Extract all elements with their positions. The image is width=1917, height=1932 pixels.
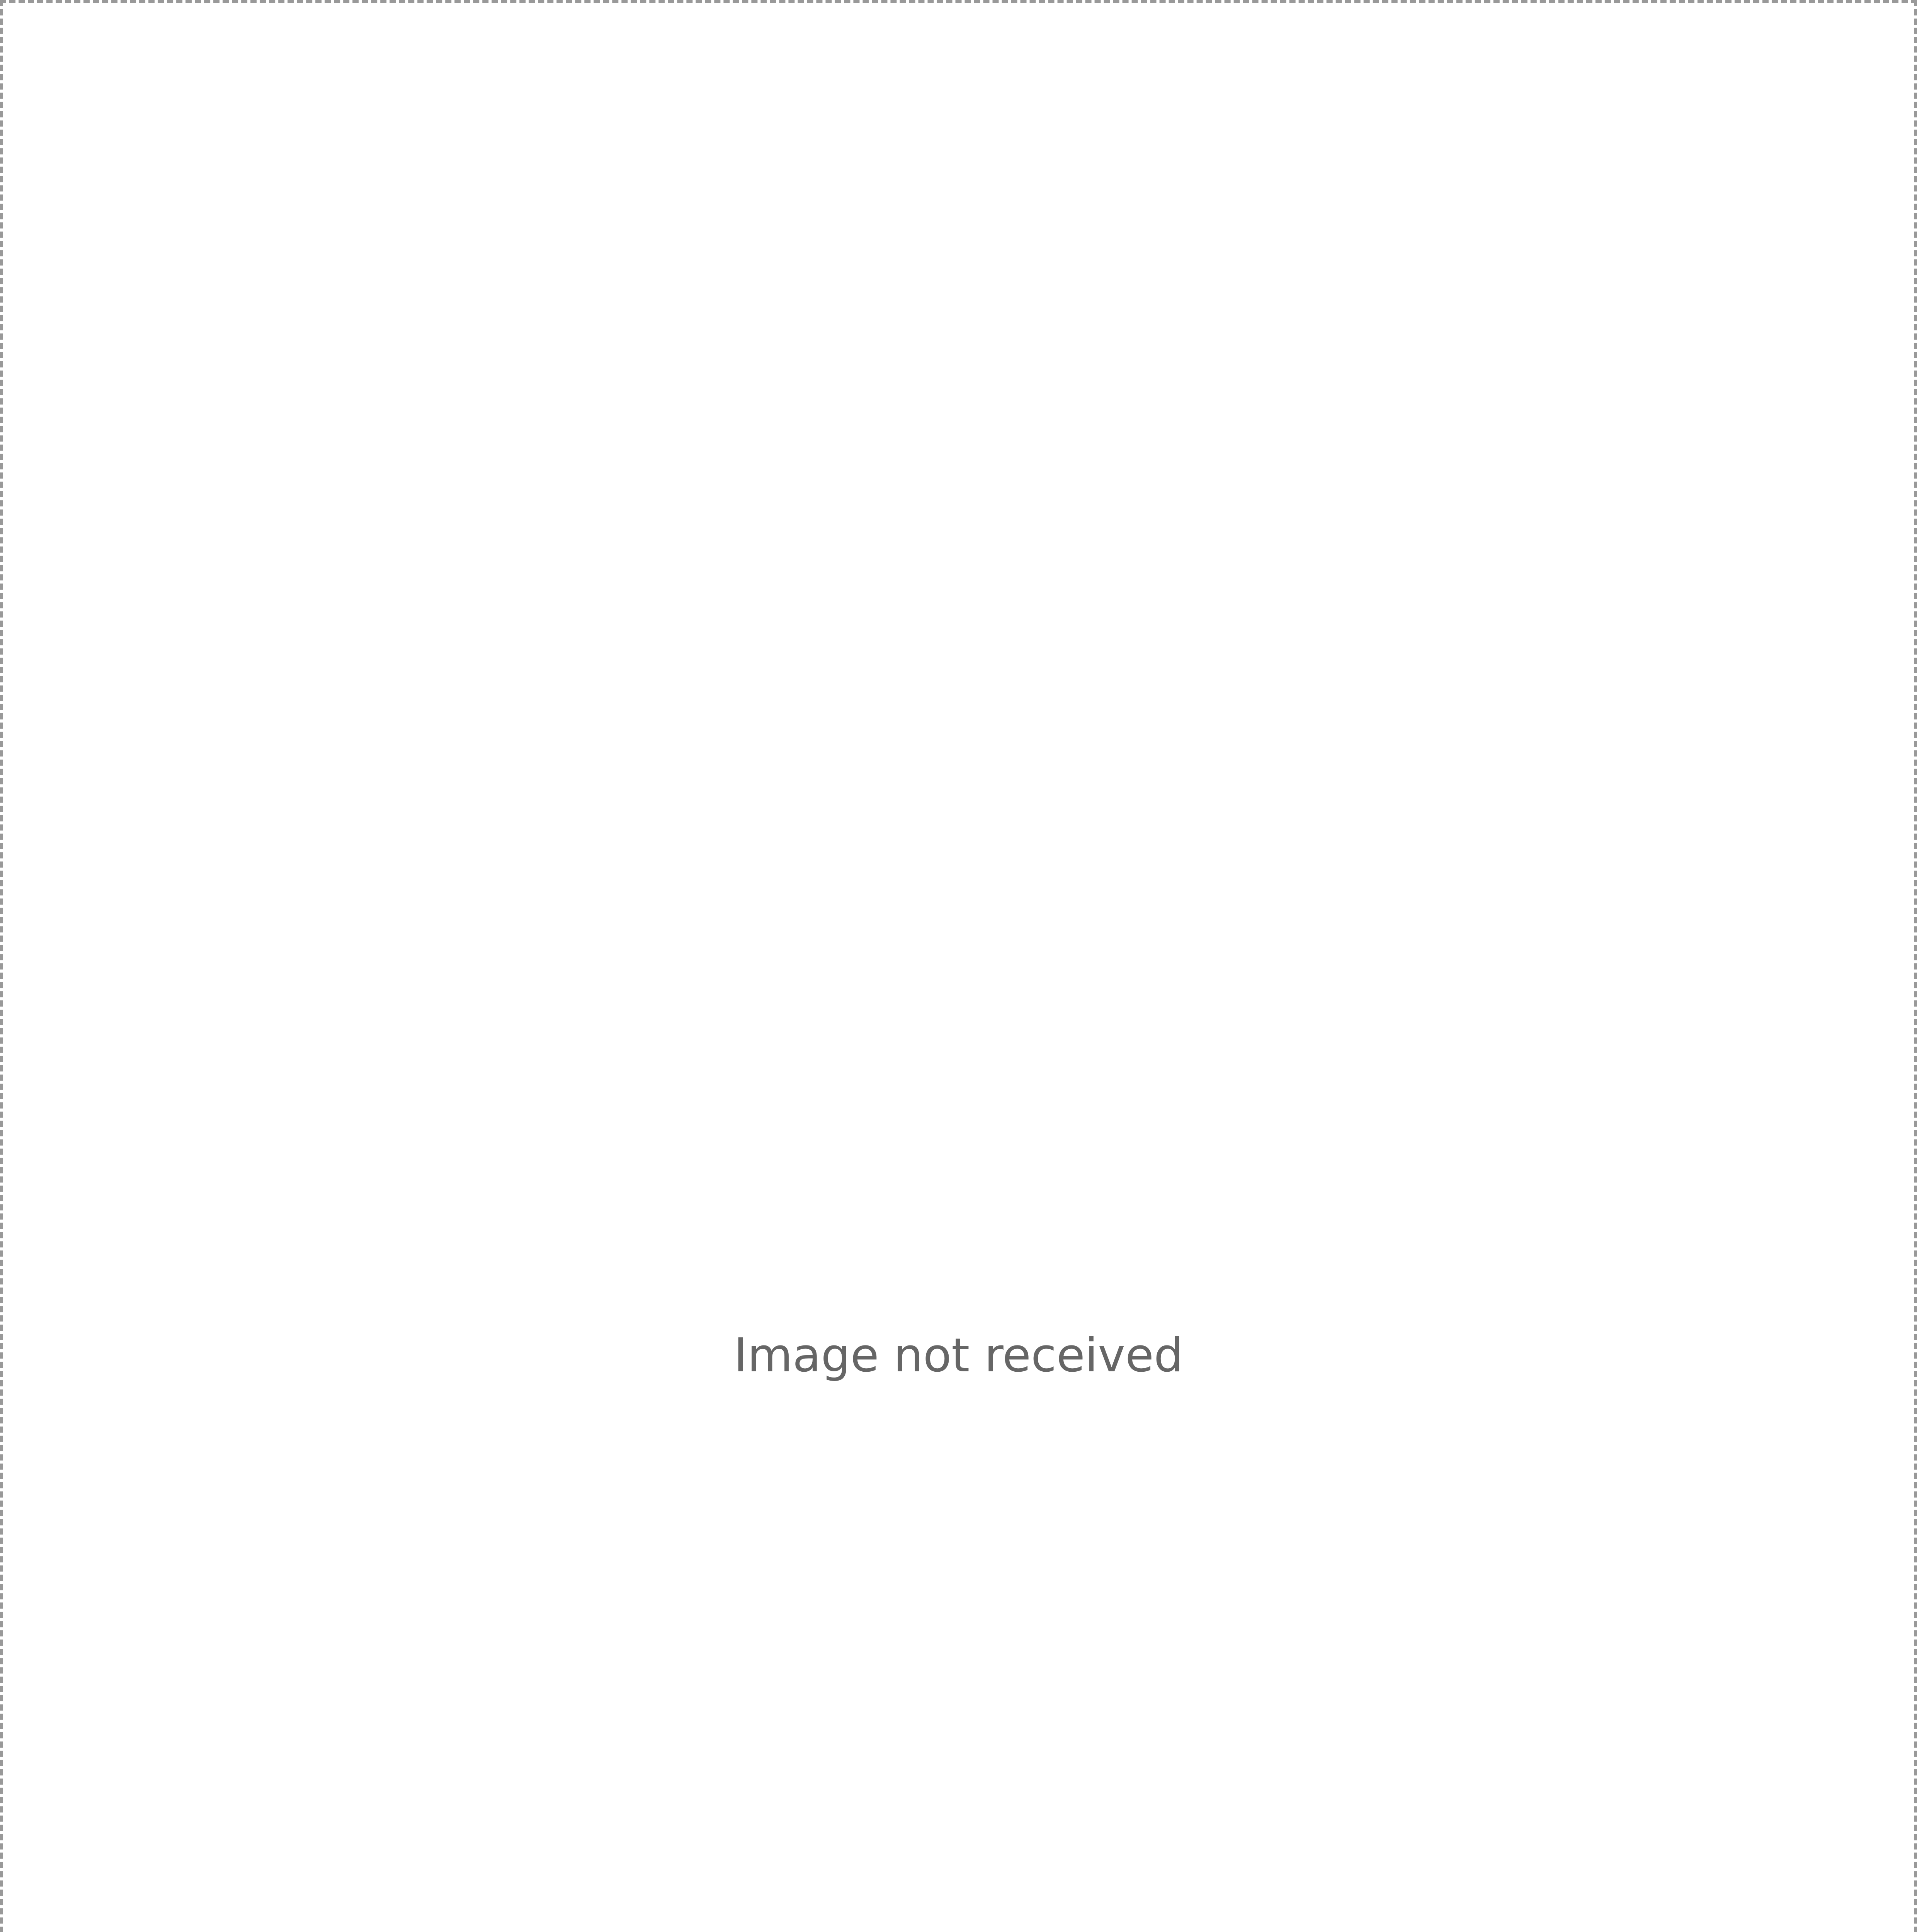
missing-image-note: Image not received (733, 1328, 1184, 1383)
